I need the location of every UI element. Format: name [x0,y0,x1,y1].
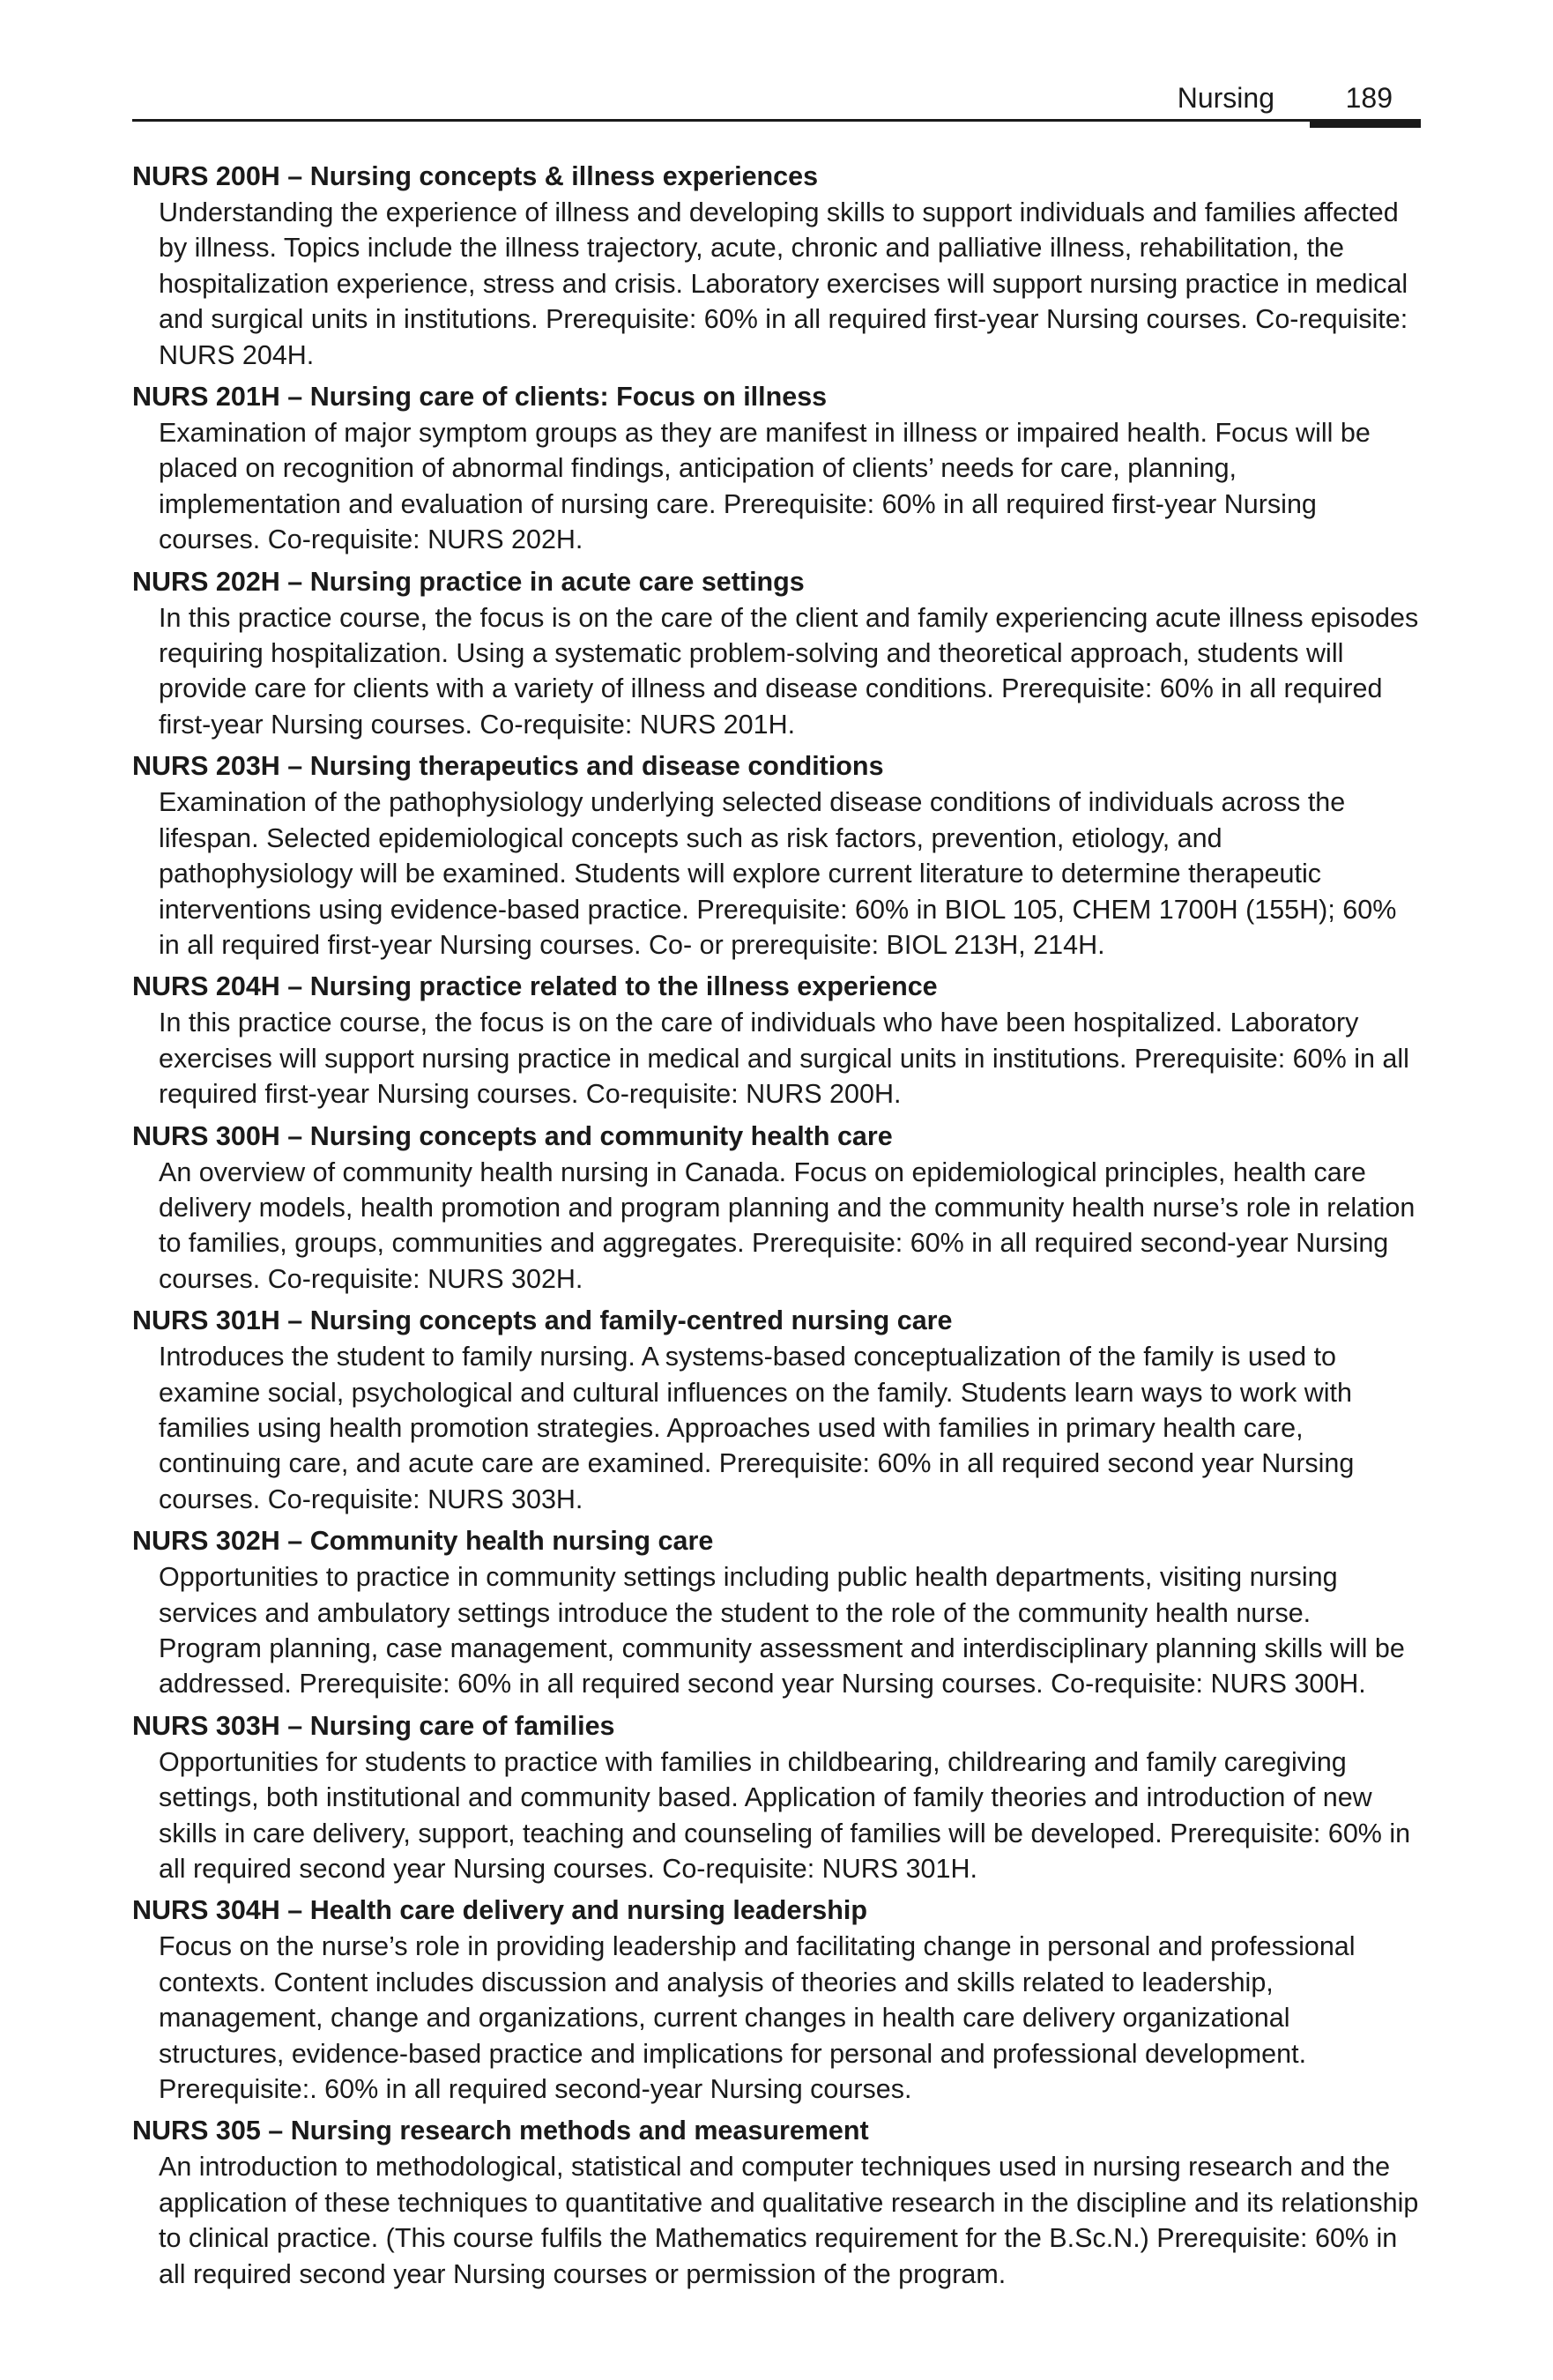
course-description: Focus on the nurse’s role in providing leadership and facilitating change in personal and professional contexts. Content includes discussion and analysis of theories and skills related to leadership, management, change and organizations, current changes in health care delivery organizational structures, evidence-based practice and implications for personal and professional development. Prerequisite:. 60% in all required second-year Nursing courses. [159,1931,1356,2105]
course-title: NURS 202H – Nursing practice in acute care settings [132,566,805,597]
course-entry [132,379,1421,558]
course-title: NURS 203H – Nursing therapeutics and disease conditions [132,751,884,782]
course-description: An overview of community health nursing in Canada. Focus on epidemiological principles, health care delivery models, health promotion and program planning and the community health nurse’s role in relation to families, groups, communities and aggregates. Prerequisite: 60% in all required second-year Nursing courses. Co-requisite: NURS 302H. [159,1157,1416,1294]
header-rule [132,119,1421,122]
running-header [132,78,1421,122]
course-description: Introduces the student to family nursing. A systems-based conceptualization of the family is used to examine social, psychological and cultural influences on the family. Students learn ways to work with families using health promotion strategies. Approaches used with families in primary health care, continuing care, and acute care are examined. Prerequisite: 60% in all required second year Nursing courses. Co-requisite: NURS 303H. [159,1342,1355,1514]
course-entry [132,159,1421,373]
course-title: NURS 303H – Nursing care of families [132,1710,615,1741]
course-title: NURS 204H – Nursing practice related to the illness experience [132,971,938,1002]
course-list [132,159,1421,2298]
course-description: Examination of major symptom groups as they are manifest in illness or impaired health. Focus will be placed on recognition of abnormal findings, anticipation of clients’ needs for care, planning, implementation and evaluation of nursing care. Prerequisite: 60% in all required first-year Nursing courses. Co-requisite: NURS 202H. [159,418,1371,555]
course-entry [132,564,1421,743]
section-name: Nursing [1177,82,1274,114]
course-entry [132,1708,1421,1887]
course-description: Opportunities for students to practice with families in childbearing, childrearing and family caregiving settings, both institutional and community based. Application of family theories and introduction of new skills in care delivery, support, teaching and counseling of families will be developed. Prerequisite: 60% in all required second year Nursing courses. Co-requisite: NURS 301H. [159,1746,1411,1885]
course-title: NURS 304H – Health care delivery and nursing leadership [132,1895,867,1926]
course-entry [132,1893,1421,2107]
course-description: Examination of the pathophysiology underlying selected disease conditions of individuals across the lifespan. Selected epidemiological concepts such as risk factors, prevention, etiology, and pathophysiology will be examined. Students will explore current literature to determine therapeutic interventions using evidence-based practice. Prerequisite: 60% in BIOL 105, CHEM 1700H (155H); 60% in all required first-year Nursing courses. Co- or prerequisite: BIOL 213H, 214H. [159,787,1397,960]
course-entry [132,969,1421,1112]
course-title: NURS 200H – Nursing concepts & illness experiences [132,161,819,191]
course-description: In this practice course, the focus is on the care of individuals who have been hospitalized. Laboratory exercises will support nursing practice in medical and surgical units in institutions. Prerequisite: 60% in all required first-year Nursing courses. Co-requisite: NURS 200H. [159,1008,1409,1110]
course-title: NURS 302H – Community health nursing care [132,1526,714,1557]
course-entry [132,748,1421,963]
course-entry [132,1303,1421,1517]
course-description: An introduction to methodological, statistical and computer techniques used in nursing research and the application of these techniques to quantitative and qualitative research in the discipline and its relationship to clinical practice. (This course fulfils the Mathematics requirement for the B.Sc.N.) Prerequisite: 60% in all required second year Nursing courses or permission of the program. [159,2152,1419,2289]
course-entry [132,1119,1421,1298]
page-number: 189 [1345,82,1393,114]
course-title: NURS 201H – Nursing care of clients: Focus on illness [132,382,828,413]
header-tab-bar [1310,119,1421,128]
course-entry [132,2113,1421,2292]
course-description: Understanding the experience of illness and developing skills to support individuals and families affected by illness. Topics include the illness trajectory, acute, chronic and palliative illness, rehabilitation, the hospitalization experience, stress and crisis. Laboratory exercises will support nursing practice in medical and surgical units in institutions. Prerequisite: 60% in all required first-year Nursing courses. Co-requisite: NURS 204H. [159,197,1408,370]
course-title: NURS 301H – Nursing concepts and family-centred nursing care [132,1305,953,1336]
course-title: NURS 300H – Nursing concepts and community health care [132,1120,893,1151]
course-title: NURS 305 – Nursing research methods and measurement [132,2116,869,2146]
course-entry [132,1523,1421,1702]
course-description: In this practice course, the focus is on the care of the client and family experiencing acute illness episodes requiring hospitalization. Using a systematic problem-solving and theoretical approach, students will provide care for clients with a variety of illness and disease conditions. Prerequisite: 60% in all required first-year Nursing courses. Co-requisite: NURS 201H. [159,602,1419,740]
course-description: Opportunities to practice in community settings including public health departments, visiting nursing services and ambulatory settings introduce the student to the role of the community health nurse. Program planning, case management, community assessment and interdisciplinary planning skills will be addressed. Prerequisite: 60% in all required second year Nursing courses. Co-requisite: NURS 300H. [159,1562,1405,1699]
